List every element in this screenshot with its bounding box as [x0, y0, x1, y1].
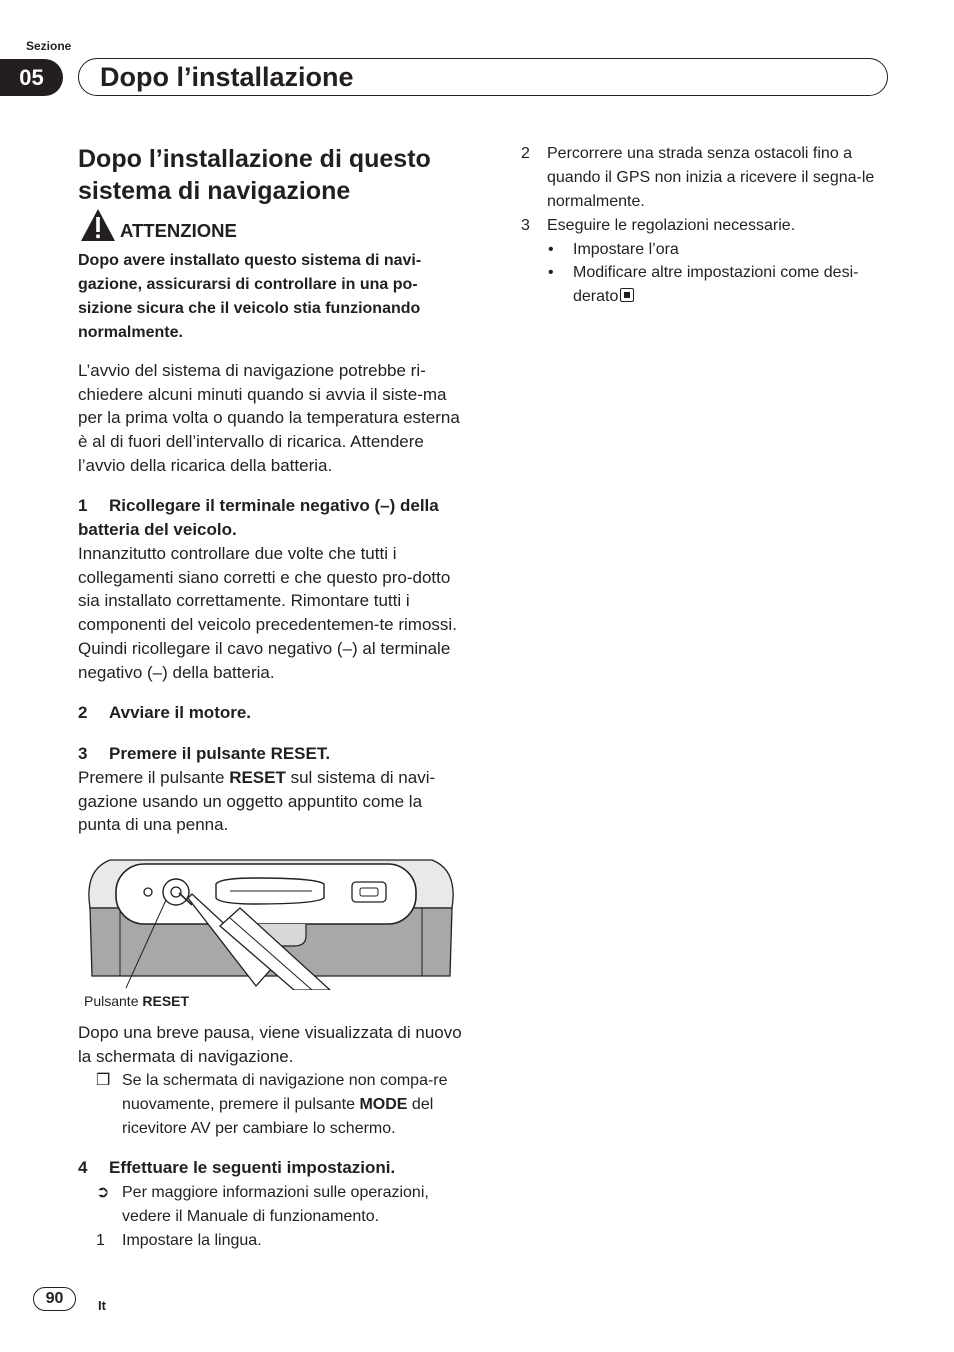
note-checkbox-icon: ❒ — [96, 1072, 111, 1089]
device-reset-illustration — [80, 850, 462, 990]
end-of-section-icon — [620, 288, 634, 302]
step-2-heading — [78, 701, 468, 725]
step-4-title: Effettuare le seguenti impostazioni. — [109, 1158, 396, 1177]
reference-text: Per maggiore informazioni sulle operazioni, vedere il Manuale di funzionamento. — [122, 1184, 429, 1225]
step-2-number: 2 — [78, 703, 88, 722]
page-heading: Dopo l’installazione di questo sistema di navigazione — [78, 145, 431, 205]
step-3-body-pre: Premere il pulsante — [78, 768, 230, 787]
step-3-heading — [78, 742, 468, 766]
reference-item — [96, 1181, 466, 1229]
setting-item-1-text: Impostare la lingua. — [122, 1232, 262, 1249]
bullet-item-2 — [548, 261, 892, 309]
note-post: del ricevitore AV per cambiare lo schermo. — [122, 1096, 434, 1137]
page-number: 90 — [33, 1287, 76, 1311]
note-bold: MODE — [359, 1096, 408, 1113]
caution-title: ATTENZIONE — [120, 220, 237, 241]
step-3-body-bold: RESET — [229, 768, 286, 787]
note-text — [122, 1069, 466, 1141]
step-3-body — [78, 766, 468, 837]
setting-item-2 — [521, 142, 891, 214]
step-1-number: 1 — [78, 496, 88, 515]
step-4-heading — [78, 1156, 468, 1180]
step-3-number: 3 — [78, 744, 88, 763]
setting-item-1-number: 1 — [96, 1232, 105, 1249]
caption-bold: RESET — [142, 993, 190, 1009]
bullet-icon: • — [548, 241, 554, 258]
setting-item-2-text: Percorrere una strada senza ostacoli fino a quando il GPS non inizia a ricevere il segna-le normalmente. — [547, 145, 875, 210]
setting-item-3-number: 3 — [521, 217, 530, 234]
step-3-body-post: sul sistema di navi-gazione usando un oggetto appuntito come la punta di una penna. — [78, 768, 436, 835]
section-title: Dopo l’installazione — [100, 62, 354, 92]
caution-header — [80, 208, 237, 242]
section-number-badge: 05 — [0, 59, 63, 96]
setting-item-1 — [96, 1229, 466, 1253]
caption-pre: Pulsante — [84, 993, 143, 1009]
reset-button-caption — [84, 993, 189, 1009]
reference-arrow-icon: ➲ — [96, 1184, 110, 1201]
setting-item-3 — [521, 214, 891, 238]
bullet-item-1 — [548, 238, 892, 262]
setting-item-2-number: 2 — [521, 145, 530, 162]
step-4-number: 4 — [78, 1158, 88, 1177]
bullet-icon: • — [548, 264, 554, 281]
setting-item-3-text: Eseguire le regolazioni necessarie. — [547, 217, 796, 234]
step-1-heading — [78, 494, 468, 541]
step-1-body: Innanzitutto controllare due volte che tutti i collegamenti siano corretti e che questo pro-dotto sia installato correttamente. Rimontare tutti i componenti del veicolo precedentemen-te rimossi. Quindi ricollegare il cavo negativo (–) al terminale negativo (–) della batteria. — [78, 544, 457, 682]
language-code: It — [98, 1298, 106, 1313]
caution-text: Dopo avere installato questo sistema di navi-gazione, assicurarsi di controllare in una po-sizione sicura che il veicolo stia funzionando normalmente. — [78, 252, 422, 341]
step-1-title: Ricollegare il terminale negativo (–) della batteria del veicolo. — [78, 496, 439, 539]
warning-icon — [80, 208, 116, 242]
bullet-item-1-text: Impostare l’ora — [573, 241, 679, 258]
after-reset-paragraph: Dopo una breve pausa, viene visualizzata di nuovo la schermata di navigazione. — [78, 1023, 462, 1066]
step-2-title: Avviare il motore. — [109, 703, 252, 722]
bullet-item-2-content — [573, 261, 892, 309]
note-item — [96, 1069, 466, 1141]
step-3-title: Premere il pulsante RESET. — [109, 744, 331, 763]
note-pre: Se la schermata di navigazione non compa-re nuovamente, premere il pulsante — [122, 1072, 448, 1113]
section-label: Sezione — [26, 39, 72, 53]
bullet-item-2-text: Modificare altre impostazioni come desi-derato — [573, 264, 859, 305]
intro-paragraph: L’avvio del sistema di navigazione potrebbe ri-chiedere alcuni minuti quando si avvia il siste-ma per la prima volta o quando la temperatura esterna è al di fuori dell’intervallo di ricarica. Attendere l’avvio della ricarica della batteria. — [78, 361, 460, 475]
